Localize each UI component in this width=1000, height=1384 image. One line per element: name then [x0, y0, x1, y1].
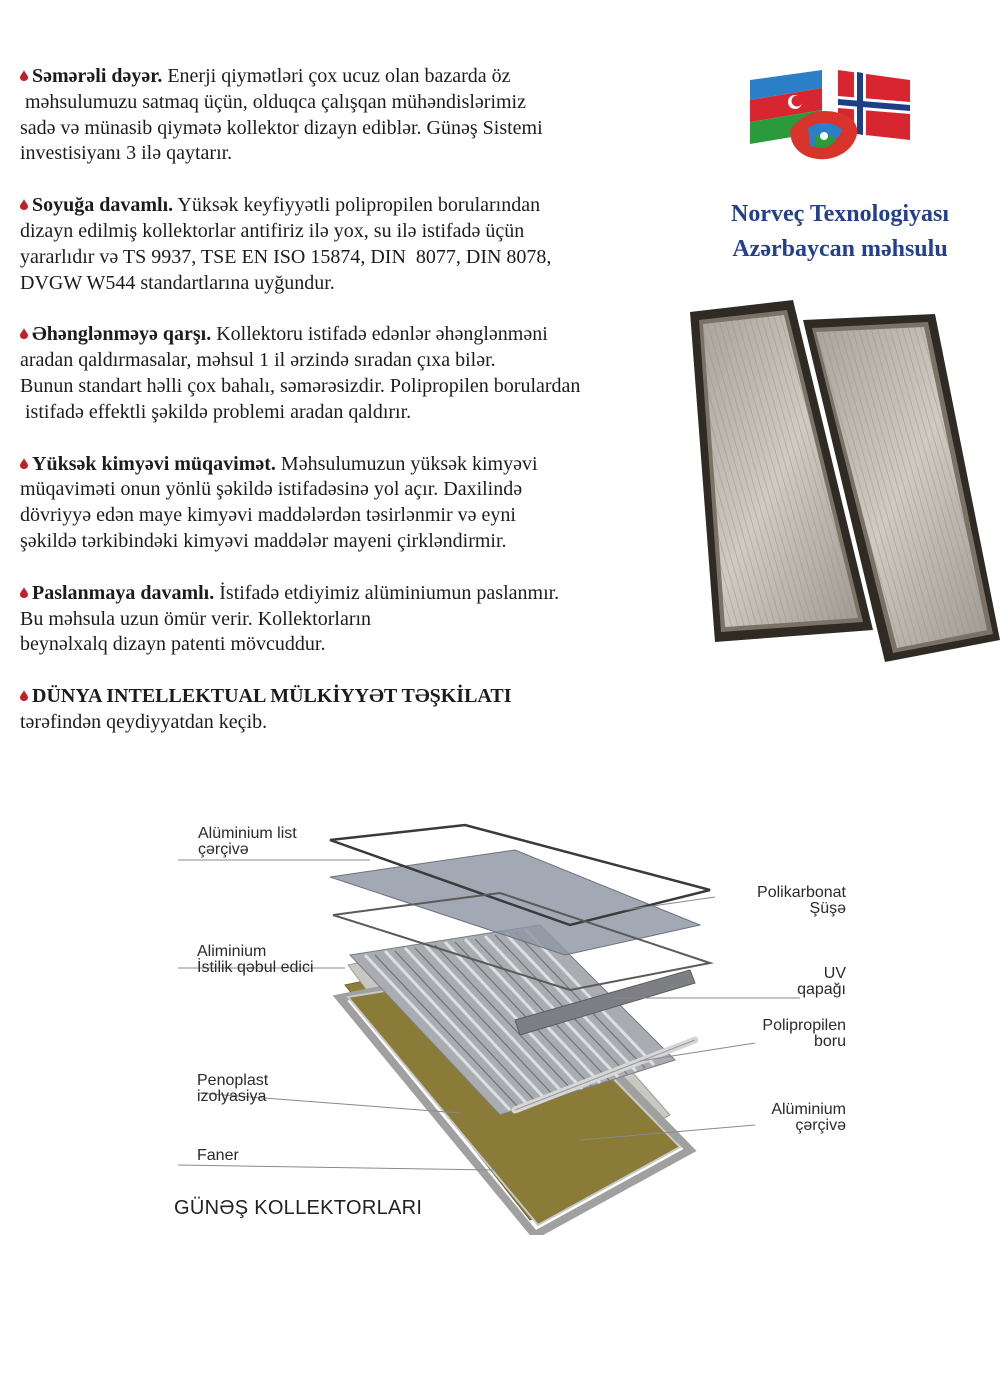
- feature-line: Bunun standart həlli çox bahalı, səmərəsizdir. Polipropilen borulardan: [20, 374, 581, 397]
- label-line: Şüşə: [809, 900, 846, 917]
- feature-line: dövriyyə edən maye kimyəvi maddələrdən təsirlənmir və eyni: [20, 504, 516, 527]
- brand-line-1: Norveç Texnologiyası: [730, 201, 949, 227]
- label-line: Penoplast: [197, 1072, 269, 1089]
- label-line: Aliminium: [197, 943, 267, 960]
- label-line: Faner: [197, 1147, 239, 1164]
- feature-title: DÜNYA INTELLEKTUAL MÜLKİYYƏT TƏŞKİLATI: [32, 685, 512, 708]
- feature-text: Kollektoru istifadə edənlər əhənglənməni: [211, 323, 548, 346]
- feature-paragraph: [20, 193, 685, 296]
- feature-line: tərəfindən qeydiyyatdan keçib.: [20, 710, 268, 733]
- red-drop-icon: [20, 458, 28, 469]
- brand-line-2: Azərbaycan məhsulu: [732, 236, 948, 262]
- brand-tagline: [690, 197, 990, 267]
- feature-paragraph: [20, 64, 685, 167]
- feature-line: dizayn edilmiş kollektorlar antifiriz ilə yox, su ilə istifadə üçün: [20, 219, 525, 242]
- label-frame: [700, 1102, 846, 1134]
- feature-line: sadə və münasib qiymətə kollektor dizayn ediblər. Günəş Sistemi: [20, 116, 543, 139]
- feature-text: Enerji qiymətləri çox ucuz olan bazarda öz: [162, 65, 511, 87]
- label-line: izolyasiya: [197, 1088, 267, 1105]
- feature-title: Səmərəli dəyər.: [32, 65, 163, 87]
- label-faner: [197, 1148, 239, 1164]
- feature-paragraph: [20, 581, 685, 658]
- feature-line: müqaviməti onun yönlü şəkildə istifadəsinə yol açır. Daxilində: [20, 478, 523, 501]
- feature-first-line: [20, 684, 685, 710]
- feature-line: investisiyanı 3 ilə qaytarır.: [20, 142, 233, 165]
- label-line: UV: [823, 965, 846, 982]
- feature-line: beynəlxalq dizayn patenti mövcuddur.: [20, 633, 326, 656]
- feature-first-line: [20, 64, 685, 90]
- feature-title: Soyuğa davamlı.: [32, 194, 174, 217]
- feature-title: Yüksək kimyəvi müqavimət.: [32, 452, 276, 475]
- feature-text: Yüksək keyfiyyətli polipropilen borularından: [173, 194, 541, 217]
- label-pipe: [700, 1018, 846, 1050]
- red-drop-icon: [20, 690, 28, 701]
- feature-line: istifadə effektli şəkildə problemi aradan qaldırır.: [20, 400, 412, 423]
- feature-title: Paslanmaya davamlı.: [32, 581, 215, 604]
- label-line: İstilik qəbul edici: [197, 959, 314, 976]
- feature-paragraph: [20, 452, 685, 555]
- feature-line: DVGW W544 standartlarına uyğundur.: [20, 271, 335, 294]
- feature-first-line: [20, 193, 685, 219]
- label-line: Alüminium list: [198, 825, 297, 842]
- diagram-title: GÜNƏŞ KOLLEKTORLARI: [174, 1197, 423, 1219]
- label-absorber: [197, 944, 314, 976]
- solar-panels-photo: [685, 300, 1000, 665]
- label-penoplast: [197, 1073, 268, 1105]
- handshake-flags-logo: [750, 70, 910, 170]
- label-line: çərçivə: [795, 1117, 846, 1134]
- feature-line: aradan qaldırmasalar, məhsul 1 il ərzində sıradan çıxa bilər.: [20, 349, 496, 372]
- label-line: Polikarbonat: [757, 884, 846, 901]
- label-line: çərçivə: [198, 841, 249, 858]
- feature-text: Məhsulumuzun yüksək kimyəvi: [275, 452, 538, 475]
- label-aluminium-list: [198, 826, 297, 858]
- feature-paragraph: [20, 322, 685, 425]
- red-drop-icon: [20, 587, 28, 598]
- red-drop-icon: [20, 199, 28, 210]
- feature-line: məhsulumuzu satmaq üçün, olduqca çalışqan mühəndislərimiz: [20, 90, 526, 113]
- feature-list: [20, 64, 685, 762]
- label-line: qapağı: [797, 981, 846, 998]
- feature-first-line: [20, 452, 685, 478]
- label-line: boru: [813, 1033, 846, 1050]
- feature-first-line: [20, 322, 685, 348]
- feature-line: Bu məhsula uzun ömür verir. Kollektorların: [20, 607, 372, 630]
- feature-first-line: [20, 581, 685, 607]
- red-drop-icon: [20, 70, 28, 81]
- feature-paragraph: [20, 684, 685, 736]
- feature-line: şəkildə tərkibindəki kimyəvi maddələr mayeni çirkləndirmir.: [20, 529, 507, 552]
- feature-line: yararlıdır və TS 9937, TSE EN ISO 15874, DIN 8077, DIN 8078,: [20, 245, 552, 268]
- label-polikarbonat: [700, 885, 846, 917]
- label-uv: [700, 966, 846, 998]
- red-drop-icon: [20, 328, 28, 339]
- feature-title: Əhənglənməyə qarşı.: [32, 323, 212, 346]
- label-line: Polipropilen: [762, 1017, 846, 1034]
- feature-text: İstifadə etdiyimiz alüminiumun paslanmır.: [214, 581, 560, 604]
- label-line: Alüminium: [771, 1101, 846, 1118]
